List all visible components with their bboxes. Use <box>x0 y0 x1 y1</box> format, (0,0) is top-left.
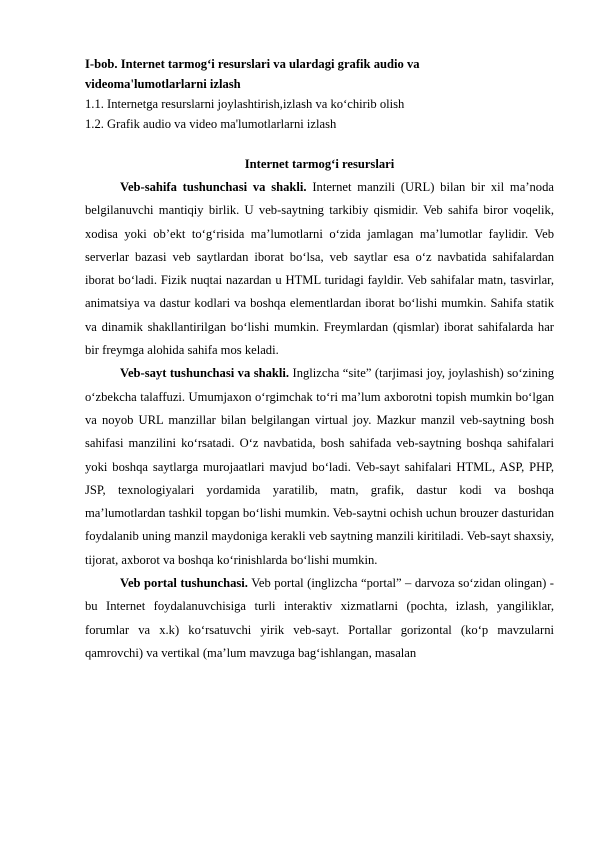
toc-item-1-1: 1.1. Internetga resurslarni joylashtirish,izlash va ko‘chirib olish <box>85 97 405 111</box>
chapter-title-line-1: I-bob. Internet tarmog‘i resurslari va ulardagi grafik audio va <box>85 57 420 71</box>
paragraph-lead: Veb-sahifa tushunchasi va shakli. <box>120 180 307 194</box>
paragraph-text: Inglizcha “site” (tarjimasi joy, joylashish) so‘zining o‘zbekcha talaffuzi. Umumjaxon o‘rgimchak to‘ri ma’lum axborotni topish mumkin bo‘lgan va noyob URL manzillar bilan belgilangan virtual joy. Mazkur manzil veb-saytning bosh sahifasi manzilini ko‘rsatadi. O‘z navbatida, bosh sahifada veb-saytning boshqa sahifalari yoki boshqa saytlarga murojaatlari mavjud bo‘ladi. Veb-sayt sahifalari HTML, ASP, PHP, JSP, texnologiyalari yordamida yaratilib, matn, grafik, dastur kodi va boshqa ma’lumotlardan tashkil topgan bo‘lishi mumkin. Veb-saytni ochish uchun brouzer dasturidan foydalanib uning manzil maydoniga kerakli veb saytning manzili kiritiladi. Veb-sayt shaxsiy, tijorat, axborot va boshqa ko‘rinishlarda bo‘lishi mumkin. <box>85 366 554 567</box>
paragraph-web-page <box>85 176 554 362</box>
paragraph-text: Veb portal (inglizcha “portal” – darvoza so‘zidan olingan) - bu Internet foydalanuvchisiga turli interaktiv xizmatlarni (pochta, izlash, yangiliklar, forumlar va x.k) ko‘rsatuvchi yirik veb-sayt. Portallar gorizontal (ko‘p mavzularni qamrovchi) va vertikal (ma’lum mavzuga bag‘ishlangan, masalan <box>85 576 554 660</box>
paragraph-lead: Veb portal tushunchasi. <box>120 576 248 591</box>
document-page <box>85 54 554 665</box>
paragraph-lead: Veb-sayt tushunchasi va shakli. <box>120 366 290 381</box>
chapter-title-line-2: videoma'lumotlarlarni izlash <box>85 77 241 91</box>
toc-item-1-2: 1.2. Grafik audio va video ma'lumotlarlarni izlash <box>85 117 337 131</box>
section-title: Internet tarmog‘i resurslari <box>244 157 395 171</box>
paragraph-web-portal <box>85 572 554 665</box>
paragraph-web-site <box>85 362 554 572</box>
paragraph-text: Internet manzili (URL) bilan bir xil ma’noda belgilanuvchi mantiqiy birlik. U veb-saytning tarkibiy qismidir. Veb sahifa biror voqelik, xodisa yoki ob’ekt to‘g‘risida ma’lumotlarni o‘zida jamlagan ma’lumotlar faylidir. Veb serverlar bazasi veb saytlardan iborat bo‘lsa, veb saytlar esa o‘z navbatida sahifalardan iborat bo‘ladi. Fizik nuqtai nazardan u HTML turidagi fayldir. Veb sahifalar matn, tasvirlar, animatsiya va dastur kodlari va boshqa elementlardan iborat bo‘lishi mumkin. Sahifa statik va dinamik shakllantirilgan bo‘lishi mumkin. Freymlardan (qismlar) iborat sahifalarda har bir freymga alohida sahifa mos keladi. <box>85 180 554 358</box>
